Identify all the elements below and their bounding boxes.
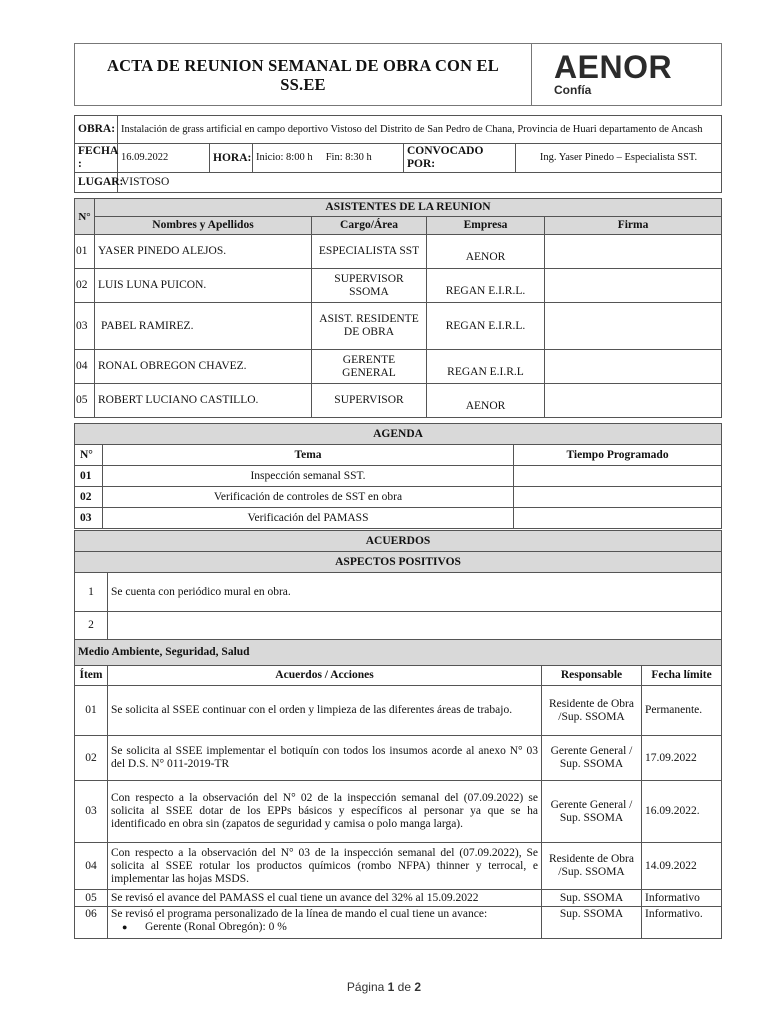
mass-title: Medio Ambiente, Seguridad, Salud	[75, 640, 722, 666]
col-cargo: Cargo/Área	[312, 217, 427, 235]
fecha-label: FECHA :	[75, 144, 118, 173]
attendee-name: RONAL OBREGON CHAVEZ.	[95, 350, 312, 384]
convocado-label: CONVOCADO POR:	[404, 144, 516, 173]
agreement-fecha: Informativo.	[642, 907, 722, 939]
agreement-item: 03	[75, 781, 108, 843]
agenda-tema: Verificación de controles de SST en obra	[103, 487, 514, 508]
agreement-fecha: Permanente.	[642, 686, 722, 736]
agenda-tiempo	[514, 466, 722, 487]
attendee-cargo: ASIST. RESIDENTE DE OBRA	[312, 303, 427, 350]
attendee-row	[75, 350, 722, 384]
logo-tagline: Confía	[554, 83, 592, 97]
page-footer	[0, 980, 768, 994]
agreement-row	[75, 736, 722, 781]
convocado-value: Ing. Yaser Pinedo – Especialista SST.	[516, 144, 722, 173]
agreement-fecha: 14.09.2022	[642, 843, 722, 890]
attendee-row	[75, 303, 722, 350]
agenda-title: AGENDA	[75, 424, 722, 445]
attendee-no: 04	[75, 350, 95, 384]
attendee-row	[75, 269, 722, 303]
agreements-table	[74, 530, 722, 939]
attendee-no: 01	[75, 235, 95, 269]
attendee-name: YASER PINEDO ALEJOS.	[95, 235, 312, 269]
agreement-row	[75, 781, 722, 843]
attendee-name: LUIS LUNA PUICON.	[95, 269, 312, 303]
positivos-title: ASPECTOS POSITIVOS	[75, 552, 722, 573]
attendee-cargo: ESPECIALISTA SST	[312, 235, 427, 269]
agreement-row	[75, 843, 722, 890]
col-fecha-limite: Fecha límite	[642, 666, 722, 686]
positive-no: 2	[75, 612, 108, 640]
agreement-responsable: Gerente General / Sup. SSOMA	[542, 781, 642, 843]
acuerdos-title: ACUERDOS	[75, 531, 722, 552]
agenda-tiempo	[514, 487, 722, 508]
page-word: Página	[346, 980, 385, 994]
agreement-item: 04	[75, 843, 108, 890]
agenda-row	[75, 508, 722, 529]
agreement-item: 06	[75, 907, 108, 939]
attendee-name: PABEL RAMIREZ.	[95, 303, 312, 350]
of-word: de	[397, 980, 412, 994]
agreement-text: Con respecto a la observación del N° 02 de la inspección semanal del (07.09.2022) se solicita al SSEE dotar de los EPPs básicos y específicos al personar ya que se ha identificado en obra sin (zapatos de seguridad y camisa o polo manga larga).	[108, 781, 542, 843]
agreement-text: Se revisó el avance del PAMASS el cual tiene un avance del 32% al 15.09.2022	[108, 890, 542, 907]
obra-label: OBRA:	[75, 116, 118, 144]
attendee-cargo: SUPERVISOR SSOMA	[312, 269, 427, 303]
attendee-empresa: AENOR	[427, 235, 545, 269]
agreement-text-cell	[108, 907, 542, 939]
agreement-responsable: Residente de Obra /Sup. SSOMA	[542, 843, 642, 890]
agreement-bullet: ● Gerente (Ronal Obregón): 0 %	[137, 921, 538, 934]
attendee-firma	[545, 384, 722, 418]
agenda-no: 03	[75, 508, 103, 529]
page-number: 1	[387, 980, 395, 994]
lugar-value: VISTOSO	[118, 173, 722, 193]
agenda-col-tiempo: Tiempo Programado	[514, 445, 722, 466]
col-nombres: Nombres y Apellidos	[95, 217, 312, 235]
attendees-table	[74, 198, 722, 418]
positive-row	[75, 612, 722, 640]
agenda-table	[74, 423, 722, 529]
agreement-row	[75, 686, 722, 736]
attendee-empresa: REGAN E.I.R.L.	[427, 269, 545, 303]
agenda-no: 01	[75, 466, 103, 487]
info-table	[74, 115, 722, 193]
attendee-no: 03	[75, 303, 95, 350]
attendee-firma	[545, 269, 722, 303]
attendee-firma	[545, 235, 722, 269]
agenda-tema: Inspección semanal SST.	[103, 466, 514, 487]
agreement-text: Se solicita al SSEE continuar con el orden y limpieza de las diferentes áreas de trabajo.	[108, 686, 542, 736]
header-table	[74, 43, 722, 106]
agreement-row	[75, 907, 722, 939]
agreement-responsable: Gerente General / Sup. SSOMA	[542, 736, 642, 781]
attendees-no-header: N°	[75, 199, 95, 235]
lugar-label: LUGAR:	[75, 173, 118, 193]
attendee-cargo: SUPERVISOR	[312, 384, 427, 418]
agreement-text: Se revisó el programa personalizado de la línea de mando el cual tiene un avance:	[111, 908, 488, 920]
aenor-logo	[532, 44, 722, 106]
attendee-row	[75, 384, 722, 418]
agreement-item: 05	[75, 890, 108, 907]
fecha-value: 16.09.2022	[118, 144, 210, 173]
agenda-tiempo	[514, 508, 722, 529]
attendee-empresa: AENOR	[427, 384, 545, 418]
attendee-firma	[545, 350, 722, 384]
agenda-row	[75, 466, 722, 487]
agreement-row	[75, 890, 722, 907]
agenda-no: 02	[75, 487, 103, 508]
agreement-bullet-list	[111, 921, 538, 934]
attendee-empresa: REGAN E.I.R.L	[427, 350, 545, 384]
attendee-empresa: REGAN E.I.R.L.	[427, 303, 545, 350]
col-empresa: Empresa	[427, 217, 545, 235]
positive-row	[75, 573, 722, 612]
attendee-no: 02	[75, 269, 95, 303]
agreement-text: Con respecto a la observación del N° 03 de la inspección semanal del (07.09.2022), Se solicita al SSEE rotular los productos químicos (rombo NFPA) thinner y terrocal, e implementar las hojas MSDS.	[108, 843, 542, 890]
agenda-tema: Verificación del PAMASS	[103, 508, 514, 529]
logo-wordmark: AENOR	[554, 49, 673, 85]
agenda-row	[75, 487, 722, 508]
attendees-title: ASISTENTES DE LA REUNION	[95, 199, 722, 217]
agreement-item: 02	[75, 736, 108, 781]
hora-label: HORA:	[210, 144, 253, 173]
agreement-fecha: 16.09.2022.	[642, 781, 722, 843]
agreement-responsable: Sup. SSOMA	[542, 907, 642, 939]
page-total: 2	[414, 980, 422, 994]
col-item: Ítem	[75, 666, 108, 686]
agreement-text: Se solicita al SSEE implementar el botiquín con todos los insumos acorde al anexo N° 03 del D.S. N° 011-2019-TR	[108, 736, 542, 781]
document-title: ACTA DE REUNION SEMANAL DE OBRA CON EL SS.EE	[75, 44, 532, 106]
hora-value: Inicio: 8:00 h Fin: 8:30 h	[253, 144, 404, 173]
positive-text: Se cuenta con periódico mural en obra.	[108, 573, 722, 612]
col-firma: Firma	[545, 217, 722, 235]
attendee-name: ROBERT LUCIANO CASTILLO.	[95, 384, 312, 418]
positive-text	[108, 612, 722, 640]
attendee-row	[75, 235, 722, 269]
attendee-firma	[545, 303, 722, 350]
obra-value: Instalación de grass artificial en campo deportivo Vistoso del Distrito de San Pedro de Chana, Provincia de Huari departamento de Ancash	[118, 116, 722, 144]
agreement-item: 01	[75, 686, 108, 736]
agenda-col-no: N°	[75, 445, 103, 466]
agenda-col-tema: Tema	[103, 445, 514, 466]
agreement-fecha: 17.09.2022	[642, 736, 722, 781]
attendee-no: 05	[75, 384, 95, 418]
agreement-responsable: Residente de Obra /Sup. SSOMA	[542, 686, 642, 736]
attendee-cargo: GERENTE GENERAL	[312, 350, 427, 384]
col-responsable: Responsable	[542, 666, 642, 686]
positive-no: 1	[75, 573, 108, 612]
agreement-responsable: Sup. SSOMA	[542, 890, 642, 907]
agreement-fecha: Informativo	[642, 890, 722, 907]
col-acuerdos: Acuerdos / Acciones	[108, 666, 542, 686]
